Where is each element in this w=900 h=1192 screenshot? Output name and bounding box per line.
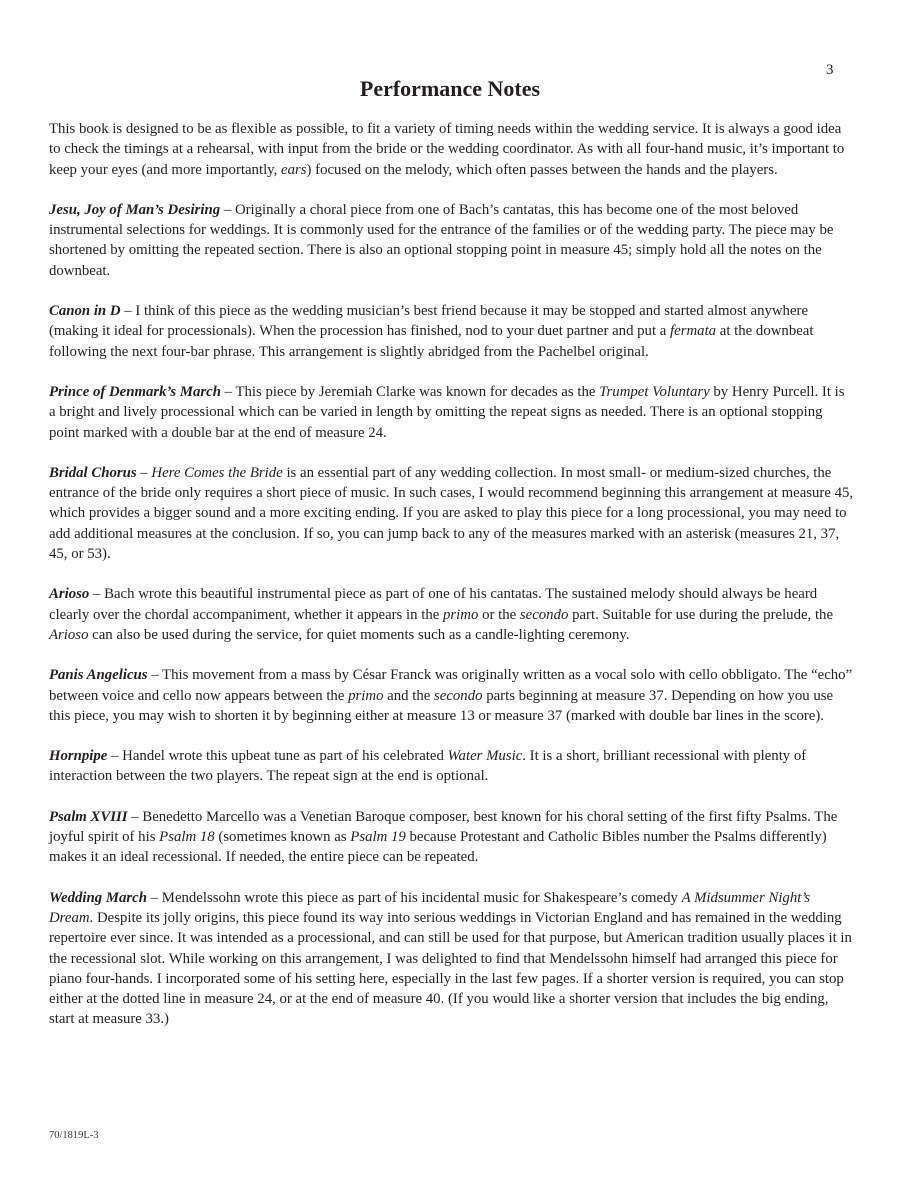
paragraph-text: This book is designed to be as flexible as possible, to fit a variety of timing needs within the wedding service. It is always a good idea to check the timings at a rehearsal, with input from the bride or the wedding coordinator. As with all four-hand music, it’s important to keep your eyes (and more importantly, xyxy=(49,121,845,178)
italic-text: fermata xyxy=(670,323,717,340)
paragraph-text: – This piece by Jeremiah Clarke was known for decades as the xyxy=(220,383,600,400)
piece-note-paragraph xyxy=(49,746,854,787)
paragraph-text: – xyxy=(136,464,152,481)
paragraph-text: . Despite its jolly origins, this piece found its way into serious weddings in Victorian England and has remained in the wedding repertoire ever since. It was intended as a processional, and can still be used for that purpose, but American tradition usually places it in the recessional slot. While working on this arrangement, I was delighted to find that Mendelssohn himself had arranged this piece for piano four-hands. I incorporated some of his setting here, especially in the last few pages. If a shorter version is required, you can stop either at the dotted line in measure 24, or at the end of measure 40. (If you would like a shorter version that includes the big ending, start at measure 33.) xyxy=(49,909,852,1028)
paragraph-text: – This movement from a mass by César Franck was originally written as a vocal solo with cello obbligato. The “echo” between voice and cello now appears between the xyxy=(49,667,853,704)
paragraph-text: – Benedetto Marcello was a Venetian Baroque composer, best known for his choral setting of the first fifty Psalms. The joyful spirit of his xyxy=(49,808,838,846)
paragraph-text: parts beginning at measure 37. Depending on how you use this piece, you may wish to shorten it by beginning either at measure 13 or measure 37 (marked with double bar lines in the score). xyxy=(49,687,834,724)
piece-title: Panis Angelicus xyxy=(49,667,148,684)
piece-note-paragraph xyxy=(49,584,854,645)
piece-title: Hornpipe xyxy=(49,748,108,765)
piece-title: Psalm XVIII xyxy=(49,808,128,825)
paragraph-text: can also be used during the service, for quiet moments such as a candle-lighting ceremony. xyxy=(88,626,630,643)
paragraph-text: and the xyxy=(383,687,435,704)
performance-notes-body xyxy=(49,119,854,1050)
piece-title: Wedding March xyxy=(49,889,147,906)
italic-text: Arioso xyxy=(49,626,89,643)
paragraph-text: . It is a short, brilliant recessional with plenty of interaction between the two players. The repeat sign at the end is optional. xyxy=(49,748,807,785)
piece-note-paragraph xyxy=(49,382,854,443)
italic-text: Here Comes the Bride xyxy=(151,464,283,481)
piece-title: Arioso xyxy=(49,586,90,603)
page-title: Performance Notes xyxy=(359,76,541,101)
piece-note-paragraph xyxy=(49,665,854,726)
italic-text: Water Music xyxy=(447,748,523,765)
paragraph-text: – Originally a choral piece from one of Bach’s cantatas, this has become one of the most beloved instrumental selections for weddings. It is commonly used for the entrance of the families or of the wedding party. The piece may be shortened by omitting the repeated section. There is also an optional stopping point in measure 45; simply hold all the notes on the downbeat. xyxy=(49,201,834,279)
piece-note-paragraph xyxy=(49,807,854,868)
paragraph-text: (sometimes known as xyxy=(214,829,351,846)
italic-text: A Midsummer Night’s Dream xyxy=(49,889,811,926)
italic-text: secondo xyxy=(434,687,483,704)
paragraph-text: – Handel wrote this upbeat tune as part of his celebrated xyxy=(107,748,448,765)
piece-title: Canon in D xyxy=(49,303,121,320)
paragraph-text: – Bach wrote this beautiful instrumental piece as part of one of his cantatas. The sustained melody should always be heard clearly over the chordal accompaniment, whether it appears in the xyxy=(49,586,818,623)
italic-text: Psalm 18 xyxy=(159,829,215,846)
piece-note-paragraph xyxy=(49,463,854,564)
paragraph-text: or the xyxy=(478,606,520,623)
paragraph-text: – I think of this piece as the wedding musician’s best friend because it may be stopped and started almost anywhere (making it ideal for processionals). When the procession has finished, nod to your duet partner and put a xyxy=(49,303,809,340)
piece-note-paragraph xyxy=(49,200,854,281)
intro-paragraph xyxy=(49,119,854,180)
italic-text: primo xyxy=(348,687,384,704)
catalog-code: 70/1819L-3 xyxy=(49,1130,99,1141)
italic-text: ears xyxy=(281,161,307,178)
page-number: 3 xyxy=(826,62,834,78)
paragraph-text: ) focused on the melody, which often passes between the hands and the players. xyxy=(306,161,778,178)
italic-text: Trumpet Voluntary xyxy=(599,383,710,400)
piece-title: Jesu, Joy of Man’s Desiring xyxy=(49,201,221,218)
italic-text: primo xyxy=(443,606,479,623)
piece-note-paragraph xyxy=(49,888,854,1030)
paragraph-text: because Protestant and Catholic Bibles number the Psalms differently) makes it an ideal recessional. If needed, the entire piece can be repeated. xyxy=(49,829,827,866)
piece-title: Prince of Denmark’s March xyxy=(49,383,221,400)
piece-title: Bridal Chorus xyxy=(49,464,137,481)
italic-text: Psalm 19 xyxy=(350,829,406,846)
paragraph-text: by Henry Purcell. It is a bright and lively processional which can be varied in length by omitting the repeat signs as needed. There is an optional stopping point marked with a double bar at the end of measure 24. xyxy=(49,383,845,441)
paragraph-text: at the downbeat following the next four-bar phrase. This arrangement is slightly abridged from the Pachelbel original. xyxy=(49,323,814,360)
paragraph-text: – Mendelssohn wrote this piece as part of his incidental music for Shakespeare’s comedy xyxy=(146,889,682,906)
paragraph-text: part. Suitable for use during the prelude, the xyxy=(568,606,834,623)
paragraph-text: is an essential part of any wedding collection. In most small- or medium-sized churches, the entrance of the bride only requires a short piece of music. In such cases, I would recommend beginning this arrangement at measure 45, which provides a bigger sound and a more exciting ending. If you are asked to play this piece for a long processional, you may need to add additional measures at the conclusion. If so, you can jump back to any of the measures marked with an asterisk (measures 21, 37, 45, or 53). xyxy=(49,464,854,563)
italic-text: secondo xyxy=(519,606,569,623)
piece-note-paragraph xyxy=(49,301,854,362)
